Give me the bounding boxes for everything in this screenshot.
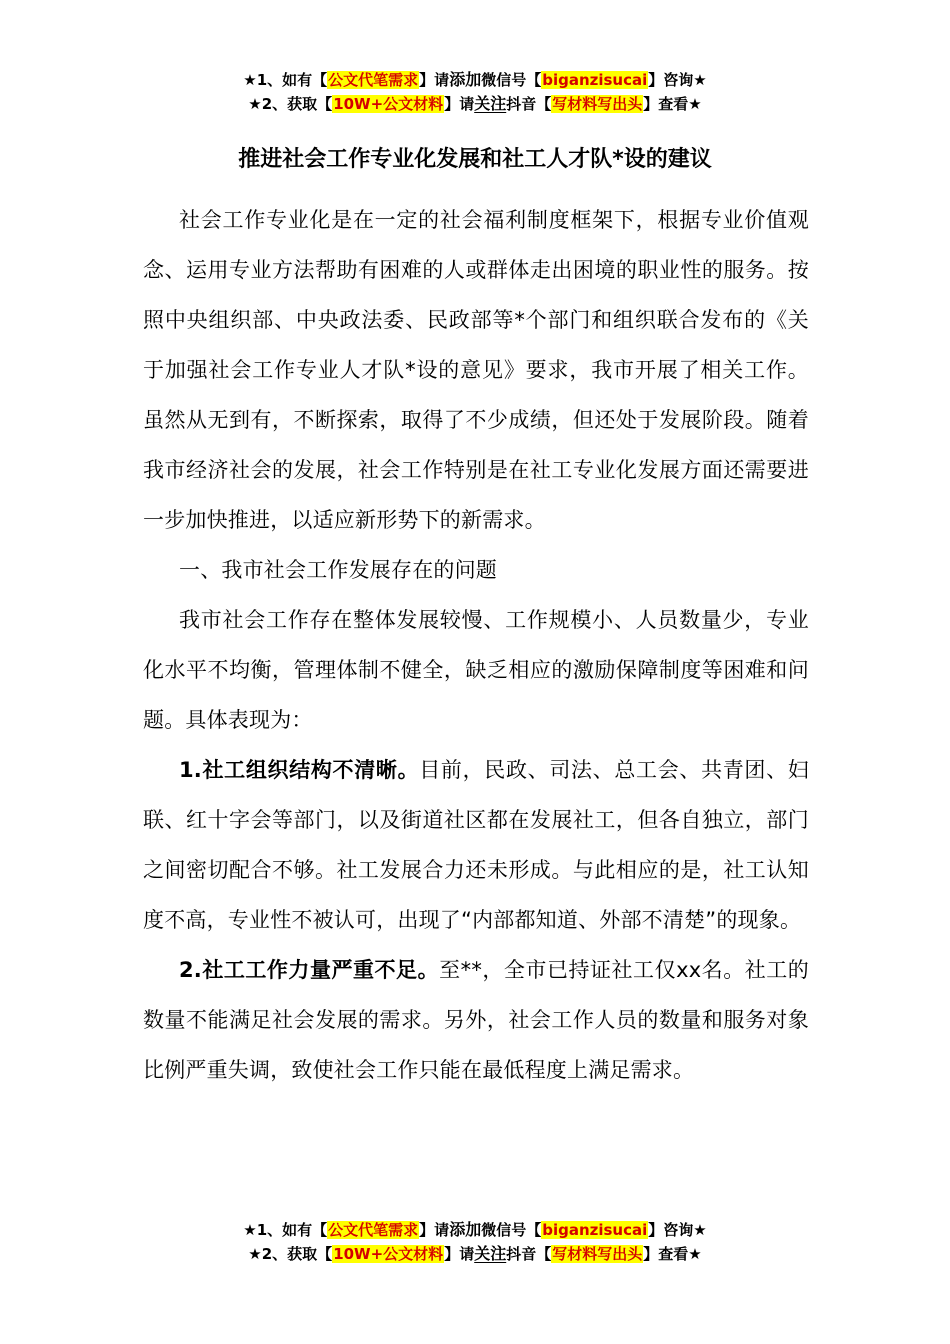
bottom-banner <box>0 1218 950 1266</box>
banner-text: ★1、如有【 <box>243 71 328 89</box>
banner-text: 】查看★ <box>643 95 702 113</box>
paragraph-lead: 1.社工组织结构不清晰。 <box>179 758 420 782</box>
paragraph-lead: 2.社工工作力量严重不足。 <box>179 958 440 982</box>
highlight-douyin-id: 写材料写出头 <box>552 1245 643 1263</box>
banner-line-1 <box>0 1218 950 1242</box>
document-body <box>143 195 809 1095</box>
banner-emphasis: 关注 <box>474 94 507 113</box>
paragraph-text: 社会工作专业化是在一定的社会福利制度框架下，根据专业价值观念、运用专业方法帮助有困难的人或群体走出困境的职业性的服务。按照中央组织部、中央政法委、民政部等*个部门和组织联合发布的《关于加强社会工作专业人才队*设的意见》要求，我市开展了相关工作。虽然从无到有，不断探索，取得了不少成绩，但还处于发展阶段。随着我市经济社会的发展，社会工作特别是在社工专业化发展方面还需要进一步加快推进，以适应新形势下的新需求。 <box>143 208 809 532</box>
paragraph-text: 我市社会工作存在整体发展较慢、工作规模小、人员数量少，专业化水平不均衡，管理体制不健全，缺乏相应的激励保障制度等困难和问题。具体表现为： <box>143 608 809 732</box>
paragraph-text: 一、我市社会工作发展存在的问题 <box>179 558 497 582</box>
banner-emphasis: 添加 <box>449 1220 482 1239</box>
highlight-douyin-id: 写材料写出头 <box>552 95 643 113</box>
banner-text: 微信号【 <box>481 1221 542 1239</box>
highlight-service: 公文代笔需求 <box>328 1221 419 1239</box>
paragraph <box>143 595 809 745</box>
banner-text: 】请 <box>419 1221 450 1239</box>
highlight-materials: 10W+公文材料 <box>333 95 444 113</box>
banner-line-1 <box>0 68 950 92</box>
banner-text: 】咨询★ <box>648 71 707 89</box>
banner-line-2 <box>0 92 950 116</box>
section-heading <box>143 545 809 595</box>
highlight-wechat-id: biganzisucai <box>542 1221 648 1239</box>
banner-line-2 <box>0 1242 950 1266</box>
paragraph <box>143 195 809 545</box>
document-title: 推进社会工作专业化发展和社工人才队*设的建议 <box>238 147 712 172</box>
banner-text: 抖音【 <box>506 1245 552 1263</box>
banner-emphasis: 添加 <box>449 70 482 89</box>
banner-text: 】请 <box>444 1245 475 1263</box>
paragraph <box>143 945 809 1095</box>
banner-text: 】查看★ <box>643 1245 702 1263</box>
banner-text: ★1、如有【 <box>243 1221 328 1239</box>
top-banner <box>0 68 950 116</box>
highlight-wechat-id: biganzisucai <box>542 71 648 89</box>
paragraph <box>143 745 809 945</box>
banner-text: ★2、获取【 <box>248 1245 333 1263</box>
banner-text: 】咨询★ <box>648 1221 707 1239</box>
banner-text: 微信号【 <box>481 71 542 89</box>
highlight-materials: 10W+公文材料 <box>333 1245 444 1263</box>
banner-text: 抖音【 <box>506 95 552 113</box>
banner-text: ★2、获取【 <box>248 95 333 113</box>
paragraph-text: 至**，全市已持证社工仅xx名。社工的数量不能满足社会发展的需求。另外，社会工作人员的数量和服务对象比例严重失调，致使社会工作只能在最低程度上满足需求。 <box>143 958 809 1082</box>
paragraph-text: 目前，民政、司法、总工会、共青团、妇联、红十字会等部门，以及街道社区都在发展社工，但各自独立，部门之间密切配合不够。社工发展合力还未形成。与此相应的是，社工认知度不高，专业性不被认可，出现了“内部都知道、外部不清楚”的现象。 <box>143 758 809 932</box>
banner-text: 】请 <box>444 95 475 113</box>
banner-emphasis: 关注 <box>474 1244 507 1263</box>
highlight-service: 公文代笔需求 <box>328 71 419 89</box>
banner-text: 】请 <box>419 71 450 89</box>
